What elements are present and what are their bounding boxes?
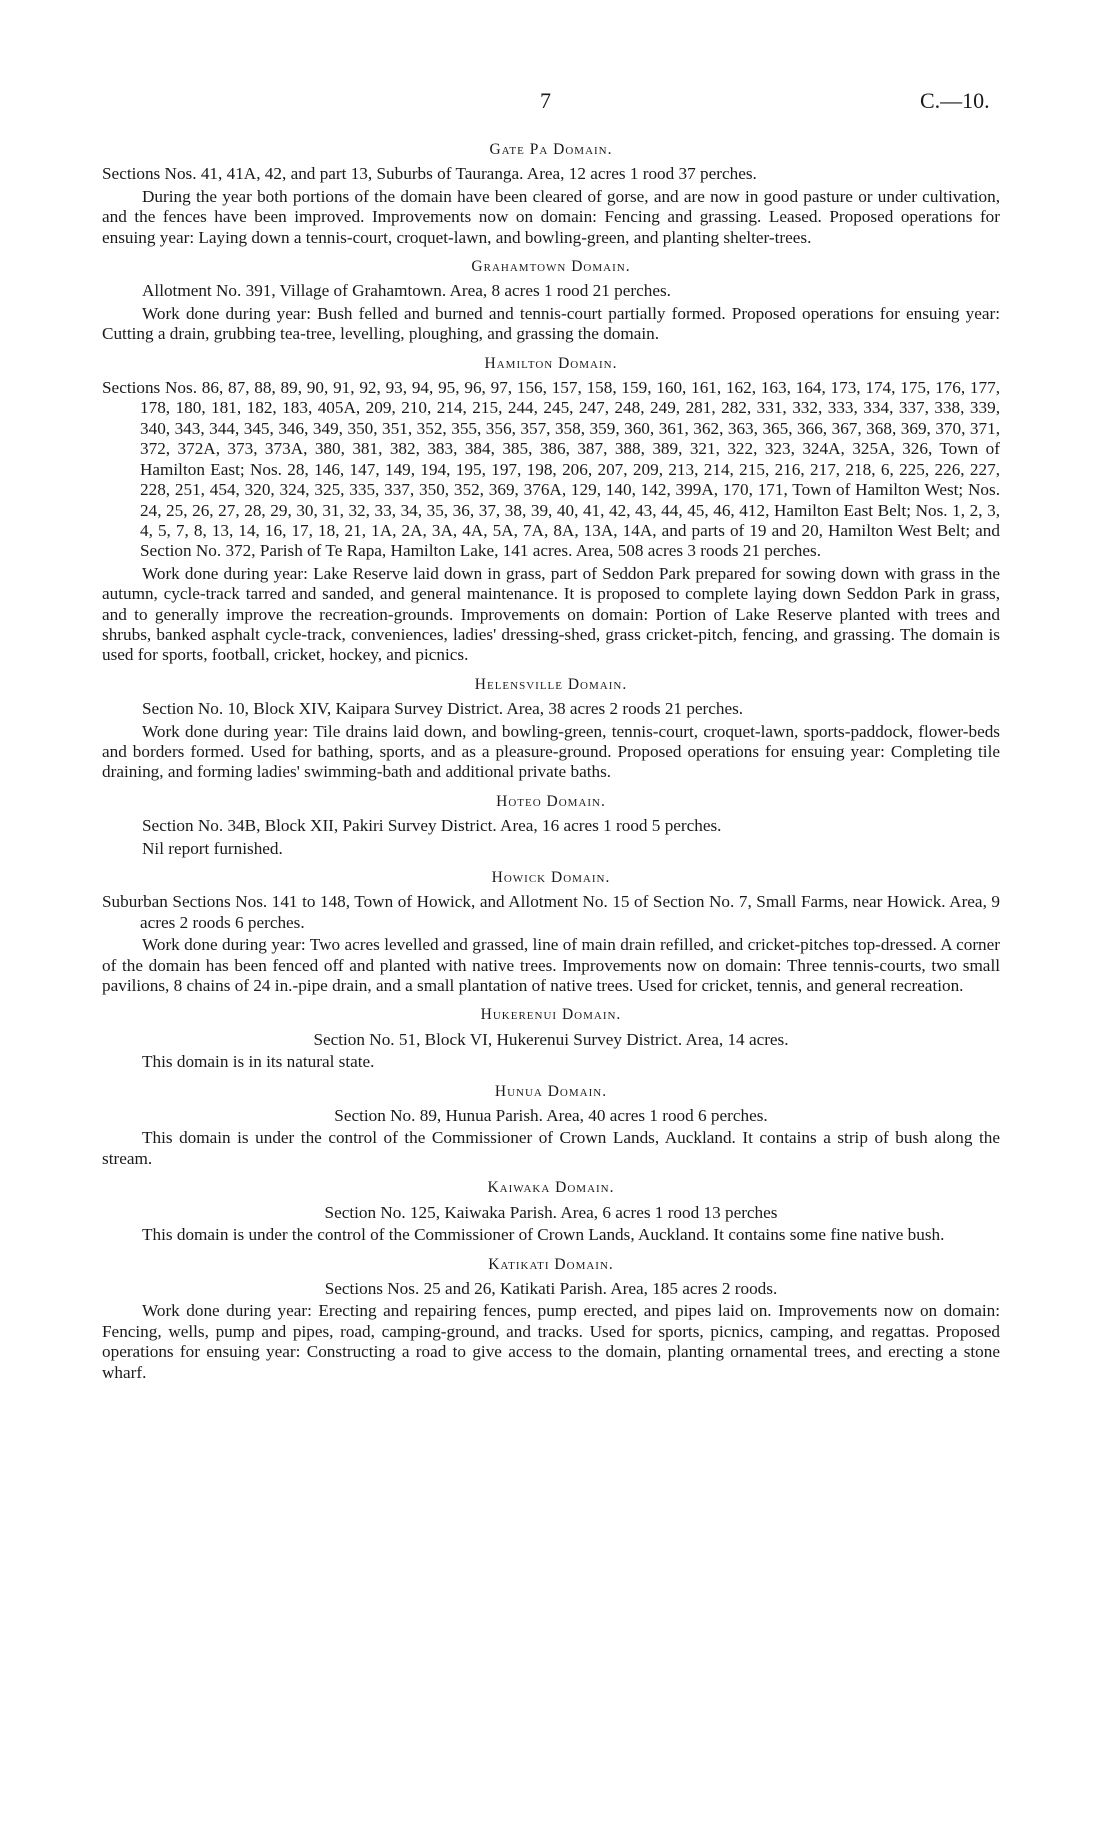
section-heading: Hukerenui Domain. — [480, 1006, 622, 1024]
section-body: During the year both portions of the domain have been cleared of gorse, and are now in good pasture or under cultivation, and the fences have been improved. Improvements now on domain: Fencing and grassing. Leased. Proposed operations for ensuing year: Laying down a tennis-court, croquet-lawn, and bowling-green, and planting shelter-trees. — [102, 186, 1000, 247]
section-location: Section No. 34B, Block XII, Pakiri Survey District. Area, 16 acres 1 rood 5 perches. — [142, 816, 722, 836]
section-body: This domain is under the control of the Commissioner of Crown Lands, Auckland. It contains some fine native bush. — [142, 1225, 945, 1245]
section-heading: Hunua Domain. — [494, 1082, 608, 1100]
document-reference: C.—10. — [920, 88, 990, 113]
section-location: Sections Nos. 86, 87, 88, 89, 90, 91, 92, 93, 94, 95, 96, 97, 156, 157, 158, 159, 160, 161, 162, 163, 164, 173, 174, 175, 176, 177, 178, 180, 181, 182, 183, 405A, 209, 210, 214, 215, 244, 245, 247, 248, 249, 281, 282, 331, 332, 333, 334, 337, 338, 339, 340, 343, 344, 345, 346, 349, 350, 351, 352, 355, 356, 357, 358, 359, 360, 361, 362, 363, 365, 366, 367, 368, 369, 370, 371, 372, 372A, 373, 373A, 380, 381, 382, 383, 384, 385, 386, 387, 388, 389, 321, 322, 323, 324A, 325A, 326, Town of Hamilton East; Nos. 28, 146, 147, 149, 194, 195, 197, 198, 206, 207, 209, 213, 214, 215, 216, 217, 218, 6, 225, 226, 227, 228, 251, 454, 320, 324, 325, 335, 337, 350, 352, 369, 376A, 129, 140, 142, 399A, 170, 171, Town of Hamilton West; Nos. 24, 25, 26, 27, 28, 29, 30, 31, 32, 33, 34, 35, 36, 37, 38, 39, 40, 41, 42, 43, 44, 45, 46, 412, Hamilton East Belt; Nos. 1, 2, 3, 4, 5, 7, 8, 13, 14, 16, 17, 18, 21, 1A, 2A, 3A, 4A, 5A, 7A, 8A, 13A, 14A, and parts of 19 and 20, Hamilton West Belt; and Section No. 372, Parish of Te Rapa, Hamilton Lake, 141 acres. Area, 508 acres 3 roods 21 perches. — [102, 378, 1000, 561]
section-heading: Katikati Domain. — [488, 1255, 614, 1273]
section-heading: Gate Pa Domain. — [489, 141, 613, 158]
section-location: Sections Nos. 41, 41A, 42, and part 13, Suburbs of Tauranga. Area, 12 acres 1 rood 37 perches. — [102, 164, 757, 184]
page-number: 7 — [540, 88, 551, 113]
section-location: Sections Nos. 25 and 26, Katikati Parish. Area, 185 acres 2 roods. — [324, 1278, 778, 1298]
section-body: Nil report furnished. — [142, 838, 283, 858]
section-kaiwaka-domain — [102, 1178, 1000, 1245]
section-hamilton-domain — [102, 354, 1000, 666]
section-heading: Kaiwaka Domain. — [487, 1179, 615, 1197]
section-location: Suburban Sections Nos. 141 to 148, Town of Howick, and Allotment No. 15 of Section No. 7, Small Farms, near Howick. Area, 9 acres 2 roods 6 perches. — [102, 892, 1000, 932]
section-location: Section No. 89, Hunua Parish. Area, 40 acres 1 rood 6 perches. — [334, 1106, 768, 1126]
section-body: Work done during year: Two acres levelled and grassed, line of main drain refilled, and cricket-pitches top-dressed. A corner of the domain has been fenced off and planted with native trees. Improvements now on domain: Three tennis-courts, two small pavilions, 8 chains of 24 in.-pipe drain, and a small plantation of native trees. Used for cricket, tennis, and general recreation. — [102, 935, 1000, 996]
section-body: Work done during year: Lake Reserve laid down in grass, part of Seddon Park prepared for sowing down with grass in the autumn, cycle-track tarred and sanded, and general maintenance. It is proposed to complete laying down Seddon Park in grass, and to generally improve the recreation-grounds. Improvements on domain: Portion of Lake Reserve planted with trees and shrubs, banked asphalt cycle-track, conveniences, ladies' dressing-shed, grass cricket-pitch, fencing, and grassing. The domain is used for sports, football, cricket, hockey, and picnics. — [102, 563, 1000, 665]
section-howick-domain — [102, 868, 1000, 996]
section-body: Work done during year: Bush felled and burned and tennis-court partially formed. Proposed operations for ensuing year: Cutting a drain, grubbing tea-tree, levelling, ploughing, and grassing the domain. — [102, 303, 1000, 344]
section-body: Work done during year: Erecting and repairing fences, pump erected, and pipes laid on. Improvements now on domain: Fencing, wells, pump and pipes, road, camping-ground, and tracks. Used for sports, picnics, camping, and regattas. Proposed operations for ensuing year: Constructing a road to give access to the domain, planting ornamental trees, and erecting a stone wharf. — [102, 1301, 1000, 1382]
section-gate-pa-domain — [102, 140, 1000, 248]
section-heading: Howick Domain. — [491, 869, 611, 886]
section-grahamtown-domain — [102, 257, 1000, 345]
section-hunua-domain — [102, 1082, 1000, 1170]
section-katikati-domain — [102, 1255, 1000, 1383]
section-body: This domain is in its natural state. — [142, 1052, 375, 1072]
section-helensville-domain — [102, 675, 1000, 783]
section-hoteo-domain — [102, 792, 1000, 859]
section-location: Section No. 51, Block VI, Hukerenui Survey District. Area, 14 acres. — [313, 1029, 789, 1049]
section-location: Section No. 125, Kaiwaka Parish. Area, 6 acres 1 rood 13 perches — [324, 1202, 778, 1222]
section-heading: Hamilton Domain. — [484, 354, 618, 372]
section-body: This domain is under the control of the Commissioner of Crown Lands, Auckland. It contains a strip of bush along the stream. — [102, 1128, 1000, 1168]
section-heading: Hoteo Domain. — [496, 792, 606, 810]
section-heading: Helensville Domain. — [474, 675, 628, 693]
section-body: Work done during year: Tile drains laid down, and bowling-green, tennis-court, croquet-lawn, sports-paddock, flower-beds and borders formed. Used for bathing, sports, and as a pleasure-ground. Proposed operations for ensuing year: Completing tile draining, and forming ladies' swimming-bath and additional private baths. — [102, 721, 1000, 782]
section-location: Section No. 10, Block XIV, Kaipara Survey District. Area, 38 acres 2 roods 21 perches. — [142, 699, 744, 719]
section-location: Allotment No. 391, Village of Grahamtown. Area, 8 acres 1 rood 21 perches. — [142, 281, 671, 301]
section-hukerenui-domain — [102, 1005, 1000, 1072]
section-heading: Grahamtown Domain. — [471, 258, 631, 276]
page-body — [102, 140, 1000, 1385]
